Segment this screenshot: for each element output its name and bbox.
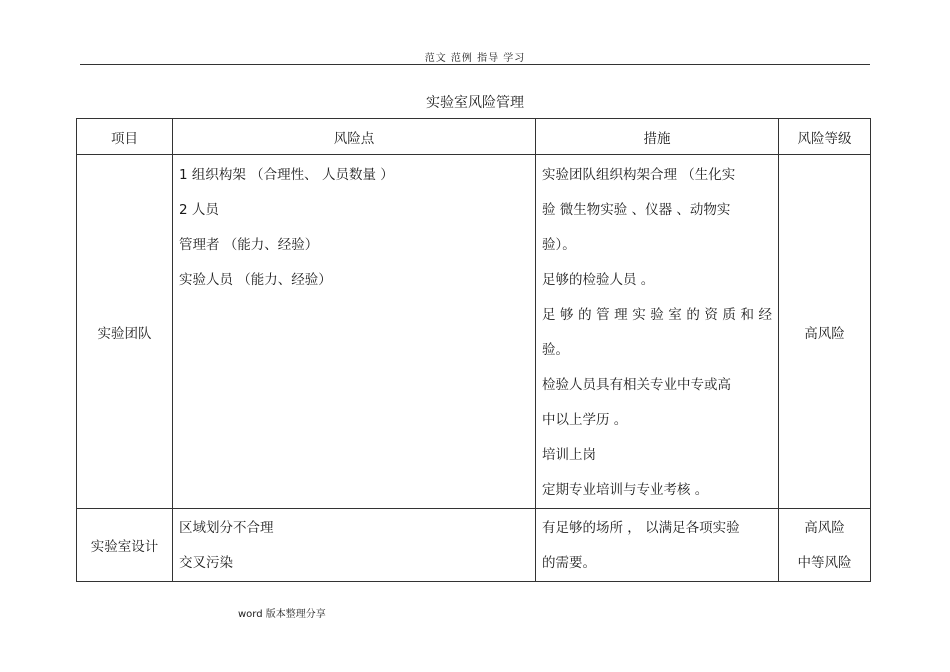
risk-level-line: 高风险 bbox=[804, 520, 845, 536]
risk-line: 2 人员 bbox=[179, 202, 219, 218]
page-footer: word 版本整理分享 bbox=[238, 609, 326, 620]
risk-line: 管理者 （能力、经验） bbox=[179, 237, 319, 253]
measure-line: 定期专业培训与专业考核 。 bbox=[542, 482, 709, 498]
document-title: 实验室风险管理 bbox=[426, 95, 524, 111]
row-risk-levels bbox=[779, 509, 871, 582]
risk-line: 交叉污染 bbox=[179, 555, 233, 571]
row-risks bbox=[173, 155, 536, 509]
risk-table bbox=[76, 118, 871, 582]
header-divider bbox=[80, 64, 870, 65]
measure-line: 的需要。 bbox=[542, 555, 596, 571]
measure-line: 验）。 bbox=[542, 237, 576, 253]
table-row bbox=[77, 509, 871, 582]
table-row bbox=[77, 155, 871, 509]
row-measures bbox=[536, 509, 779, 582]
row-item: 实验团队 bbox=[77, 155, 173, 509]
measure-line: 验。 bbox=[542, 342, 569, 358]
measure-line: 培训上岗 bbox=[542, 447, 596, 463]
measure-line: 足够的管理实验室的资质和经 bbox=[542, 307, 772, 323]
header-item: 项目 bbox=[77, 119, 173, 155]
measure-line: 验 微生物实验 、仪器 、动物实 bbox=[542, 202, 731, 218]
header-risk-point: 风险点 bbox=[173, 119, 536, 155]
risk-level-line: 中等风险 bbox=[797, 555, 852, 571]
measure-line: 有足够的场所 ， 以满足各项实验 bbox=[542, 520, 740, 536]
table-header-row bbox=[77, 119, 871, 155]
measure-line: 中以上学历 。 bbox=[542, 412, 628, 428]
row-item: 实验室设计 bbox=[77, 509, 173, 582]
row-risks bbox=[173, 509, 536, 582]
risk-line: 区域划分不合理 bbox=[179, 520, 274, 536]
measure-line: 实验团队组织构架合理 （生化实 bbox=[542, 167, 736, 183]
header-measures: 措施 bbox=[536, 119, 779, 155]
risk-line: 实验人员 （能力、经验） bbox=[179, 272, 332, 288]
row-measures bbox=[536, 155, 779, 509]
risk-line: 1 组织构架 （合理性、 人员数量 ） bbox=[179, 167, 394, 183]
row-risk-level: 高风险 bbox=[779, 155, 871, 509]
page-header: 范文 范例 指导 学习 bbox=[424, 53, 526, 64]
header-risk-level: 风险等级 bbox=[779, 119, 871, 155]
measure-line: 检验人员具有相关专业中专或高 bbox=[542, 377, 731, 393]
measure-line: 足够的检验人员 。 bbox=[542, 272, 655, 288]
